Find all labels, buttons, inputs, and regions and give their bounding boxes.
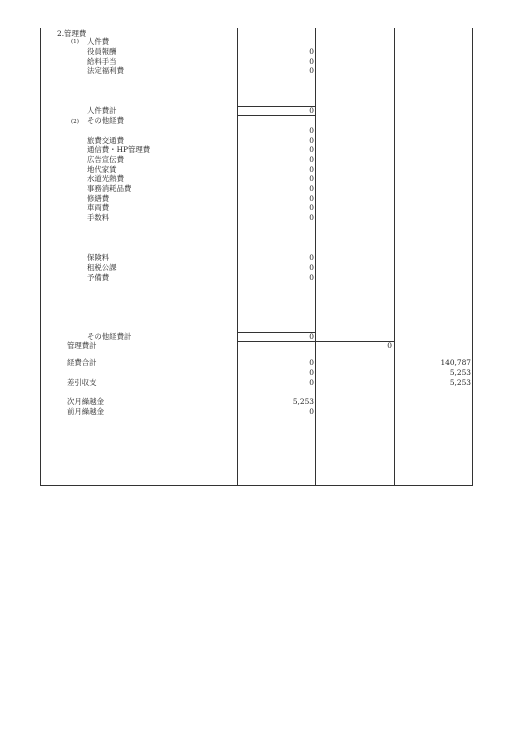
- other-item2-value: 0: [309, 253, 314, 262]
- personnel-total-box-top: [237, 106, 316, 107]
- personnel-heading: 人件費: [87, 37, 110, 46]
- personnel-item-label: 法定福利費: [87, 66, 124, 75]
- other-heading: その他経費: [87, 116, 124, 125]
- expense-total-col3: 140,787: [440, 358, 471, 367]
- other-item-value: 0: [309, 165, 314, 174]
- section-title: 2.管理費: [57, 29, 87, 38]
- column-divider-1: [237, 28, 238, 486]
- other-item-label: 手数料: [87, 213, 110, 222]
- other-total-box-top: [237, 332, 316, 333]
- other-item-label: 水道光熱費: [87, 174, 124, 183]
- personnel-item-value: 0: [309, 66, 314, 75]
- other-item-value: 0: [309, 203, 314, 212]
- other-marker: (2): [71, 119, 79, 125]
- other-item-label: 車両費: [87, 203, 110, 212]
- blank-row-col1: 0: [309, 368, 314, 377]
- column-divider-3: [394, 28, 395, 486]
- carry-prev-label: 前月繰越金: [67, 407, 104, 416]
- personnel-item-value: 0: [309, 47, 314, 56]
- other-item2-label: 保険料: [87, 253, 110, 262]
- balance-col3: 5,253: [449, 378, 471, 387]
- personnel-total-value: 0: [309, 106, 314, 115]
- personnel-item-value: 0: [309, 57, 314, 66]
- other-item2-value: 0: [309, 273, 314, 282]
- balance-label: 差引収支: [67, 378, 97, 387]
- frame-right-border: [472, 28, 473, 486]
- personnel-item-label: 給料手当: [87, 57, 117, 66]
- other-item-value: 0: [309, 174, 314, 183]
- frame-bottom-border: [40, 485, 473, 486]
- personnel-item-label: 役員報酬: [87, 47, 117, 56]
- other-item-value: 0: [309, 213, 314, 222]
- other-item-value: 0: [309, 136, 314, 145]
- other-item-value: 0: [309, 184, 314, 193]
- other-item-label: 修繕費: [87, 194, 110, 203]
- blank-row-col3: 5,253: [449, 368, 471, 377]
- personnel-marker: (1): [71, 39, 79, 45]
- other-item-label: 事務消耗品費: [87, 184, 132, 193]
- other-item-label: 旅費交通費: [87, 136, 124, 145]
- mgmt-total-line: [315, 341, 394, 342]
- other-item-label: 広告宣伝費: [87, 155, 124, 164]
- other-total-box-bottom: [237, 341, 316, 342]
- other-item-value: 0: [309, 145, 314, 154]
- other-item-label: 地代家賃: [87, 165, 117, 174]
- expense-total-col1: 0: [309, 358, 314, 367]
- expense-total-label: 経費合計: [67, 358, 97, 367]
- other-item-label: 通信費・HP管理費: [87, 145, 151, 154]
- mgmt-total-label: 管理費計: [67, 341, 97, 350]
- personnel-total-box-bottom: [237, 115, 316, 116]
- other-total-value: 0: [309, 332, 314, 341]
- other-item2-value: 0: [309, 263, 314, 272]
- personnel-total-label: 人件費計: [87, 106, 117, 115]
- carry-next-col1: 5,253: [292, 397, 314, 406]
- other-heading-value: 0: [309, 126, 314, 135]
- mgmt-total-value: 0: [387, 341, 392, 350]
- column-divider-2: [315, 28, 316, 486]
- carry-next-label: 次月繰越金: [67, 397, 104, 406]
- other-item2-label: 租税公課: [87, 263, 117, 272]
- other-total-label: その他経費計: [87, 332, 132, 341]
- balance-col1: 0: [309, 378, 314, 387]
- other-item-value: 0: [309, 194, 314, 203]
- other-item-value: 0: [309, 155, 314, 164]
- carry-prev-col1: 0: [309, 407, 314, 416]
- other-item2-label: 予備費: [87, 273, 110, 282]
- frame-left-border: [40, 28, 41, 486]
